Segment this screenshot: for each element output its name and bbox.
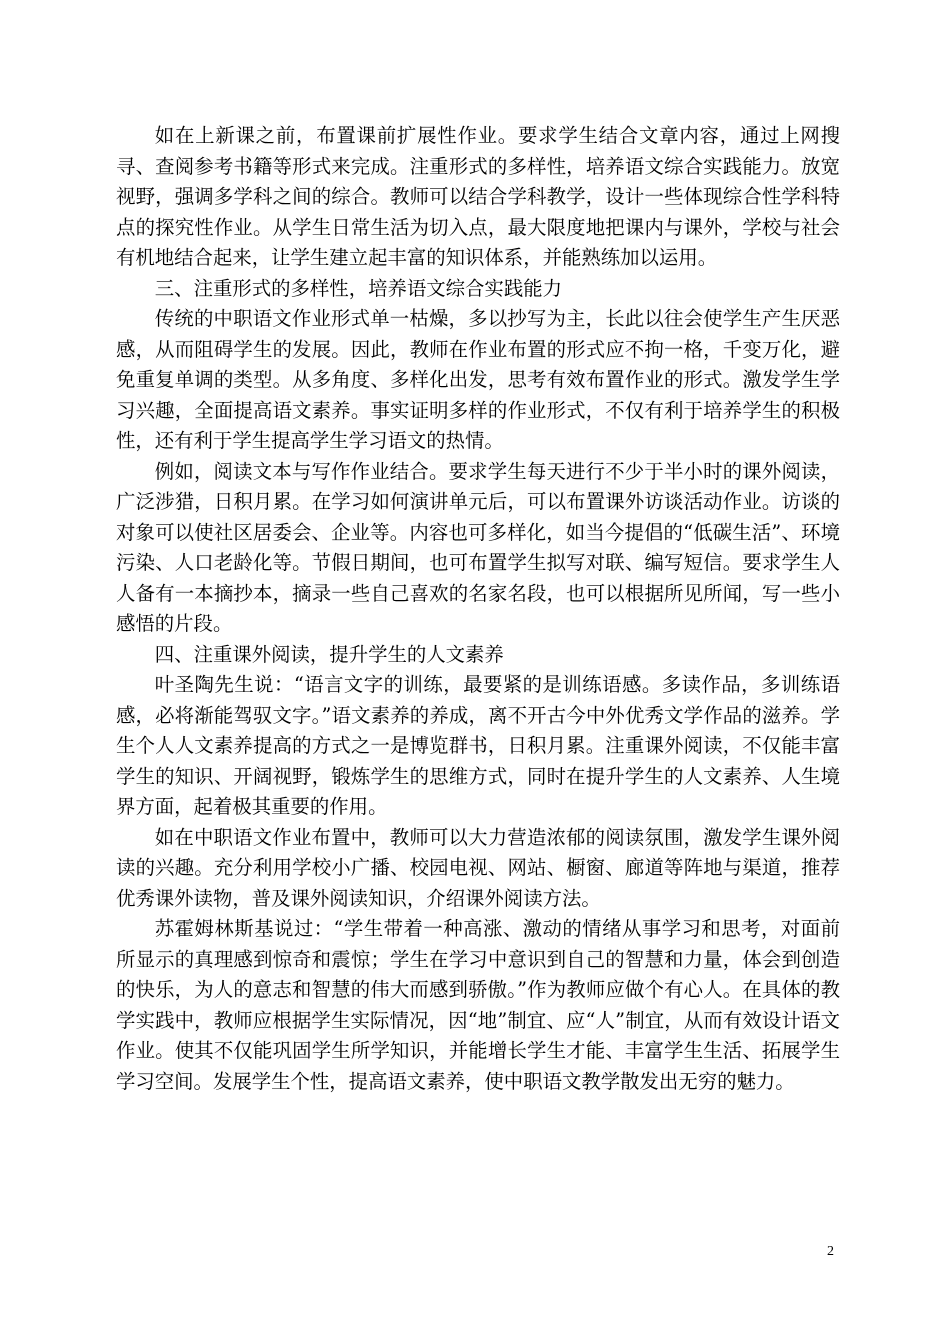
paragraph-reading-atmosphere: 如在中职语文作业布置中，教师可以大力营造浓郁的阅读氛围，激发学生课外阅读的兴趣。充分利用学校小广播、校园电视、网站、橱窗、廊道等阵地与渠道，推荐优秀课外读物，普及课外阅读知识，介绍课外阅读方法。 xyxy=(116,825,840,910)
document-body xyxy=(116,121,840,1097)
paragraph-ye-shengtao: 叶圣陶先生说：“语言文字的训练，最要紧的是训练语感。多读作品，多训练语感，必将渐能驾驭文字。”语文素养的养成，离不开古今中外优秀文学作品的滋养。学生个人人文素养提高的方式之一是博览群书，日积月累。注重课外阅读，不仅能丰富学生的知识、开阔视野，锻炼学生的思维方式，同时在提升学生的人文素养、人生境界方面，起着极其重要的作用。 xyxy=(116,673,840,818)
paragraph-traditional-homework: 传统的中职语文作业形式单一枯燥，多以抄写为主，长此以往会使学生产生厌恶感，从而阻碍学生的发展。因此，教师在作业布置的形式应不拘一格，千变万化，避免重复单调的类型。从多角度、多样化出发，思考有效布置作业的形式。激发学生学习兴趣，全面提高语文素养。事实证明多样的作业形式，不仅有利于培养学生的积极性，还有利于学生提高学生学习语文的热情。 xyxy=(116,307,840,452)
section-heading-3: 三、注重形式的多样性，培养语文综合实践能力 xyxy=(154,276,562,300)
paragraph-sukhomlinsky: 苏霍姆林斯基说过：“学生带着一种高涨、激动的情绪从事学习和思考，对面前所显示的真理感到惊奇和震惊；学生在学习中意识到自己的智慧和力量，体会到创造的快乐，为人的意志和智慧的伟大而感到骄傲。”作为教师应做个有心人。在具体的教学实践中，教师应根据学生实际情况，因“地”制宜、应“人”制宜，从而有效设计语文作业。使其不仅能巩固学生所学知识，并能增长学生才能、丰富学生生活、拓展学生学习空间。发展学生个性，提高语文素养，使中职语文教学散发出无穷的魅力。 xyxy=(116,917,840,1093)
paragraph-reading-writing: 例如，阅读文本与写作作业结合。要求学生每天进行不少于半小时的课外阅读，广泛涉猎，日积月累。在学习如何演讲单元后，可以布置课外访谈活动作业。访谈的对象可以使社区居委会、企业等。内容也可多样化，如当今提倡的“低碳生活”、环境污染、人口老龄化等。节假日期间，也可布置学生拟写对联、编写短信。要求学生人人备有一本摘抄本，摘录一些自己喜欢的名家名段，也可以根据所见所闻，写一些小感悟的片段。 xyxy=(116,459,840,635)
section-heading-4: 四、注重课外阅读，提升学生的人文素养 xyxy=(154,642,504,666)
paragraph-prework: 如在上新课之前，布置课前扩展性作业。要求学生结合文章内容，通过上网搜寻、查阅参考书籍等形式来完成。注重形式的多样性，培养语文综合实践能力。放宽视野，强调多学科之间的综合。教师可以结合学科教学，设计一些体现综合性学科特点的探究性作业。从学生日常生活为切入点，最大限度地把课内与课外，学校与社会有机地结合起来，让学生建立起丰富的知识体系，并能熟练加以运用。 xyxy=(116,124,840,269)
page-number: 2 xyxy=(827,1244,834,1259)
